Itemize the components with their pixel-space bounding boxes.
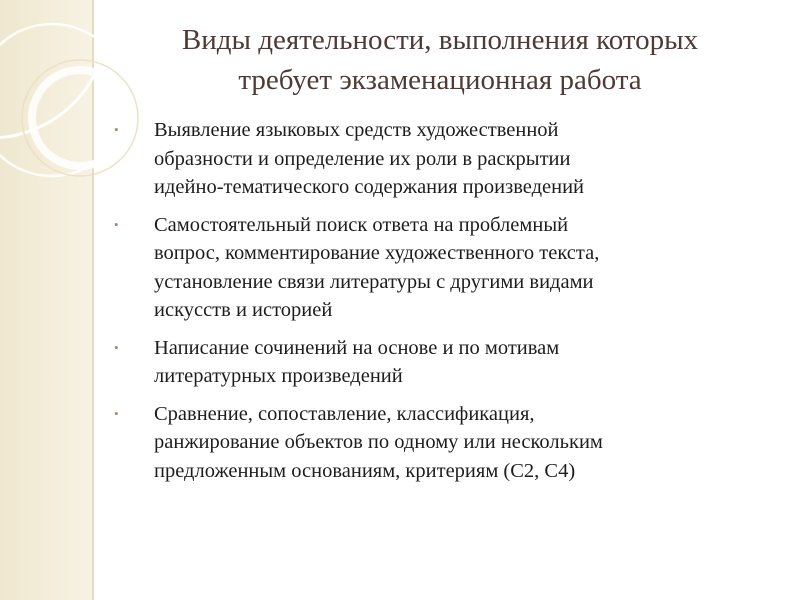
bullet-text-line: образности и определение их роли в раскрытии	[154, 147, 571, 170]
bullet-item	[110, 334, 780, 391]
bullet-text-line: ранжирование объектов по одному или нескольким	[154, 431, 603, 453]
bullet-marker: •	[114, 339, 119, 355]
slide-title-line: Виды деятельности, выполнения которых	[181, 24, 699, 56]
bullet-text-line: вопрос, комментирование художественного текста,	[154, 242, 600, 264]
bullet-item	[110, 211, 780, 325]
bullet-text-line: идейно-тематического содержания произведений	[154, 176, 585, 198]
bullet-text-line: Самостоятельный поиск ответа на проблемный	[154, 213, 569, 236]
side-band-edge	[92, 0, 94, 600]
bullet-text-line: установление связи литературы с другими видами	[154, 270, 594, 293]
slide-title	[100, 20, 780, 100]
slide-title-line: требует экзаменационная работа	[238, 64, 642, 96]
bullet-text-line: Написание сочинений на основе и по мотивам	[154, 336, 560, 359]
bullet-marker: •	[114, 405, 119, 421]
bullet-item	[110, 116, 780, 202]
bullet-item	[110, 400, 780, 486]
bullet-marker: •	[114, 122, 119, 137]
bullet-text-line: литературных произведений	[154, 365, 403, 387]
bullet-text-line: искусств и историей	[154, 299, 333, 321]
bullet-list	[110, 116, 780, 494]
bullet-text-line: предложенным основаниям, критериям (С2, С4)	[154, 459, 576, 482]
bullet-marker: •	[114, 216, 119, 232]
bullet-text-line: Сравнение, сопоставление, классификация,	[154, 402, 535, 425]
side-band	[0, 0, 92, 600]
bullet-text-line: Выявление языковых средств художественной	[154, 119, 559, 141]
